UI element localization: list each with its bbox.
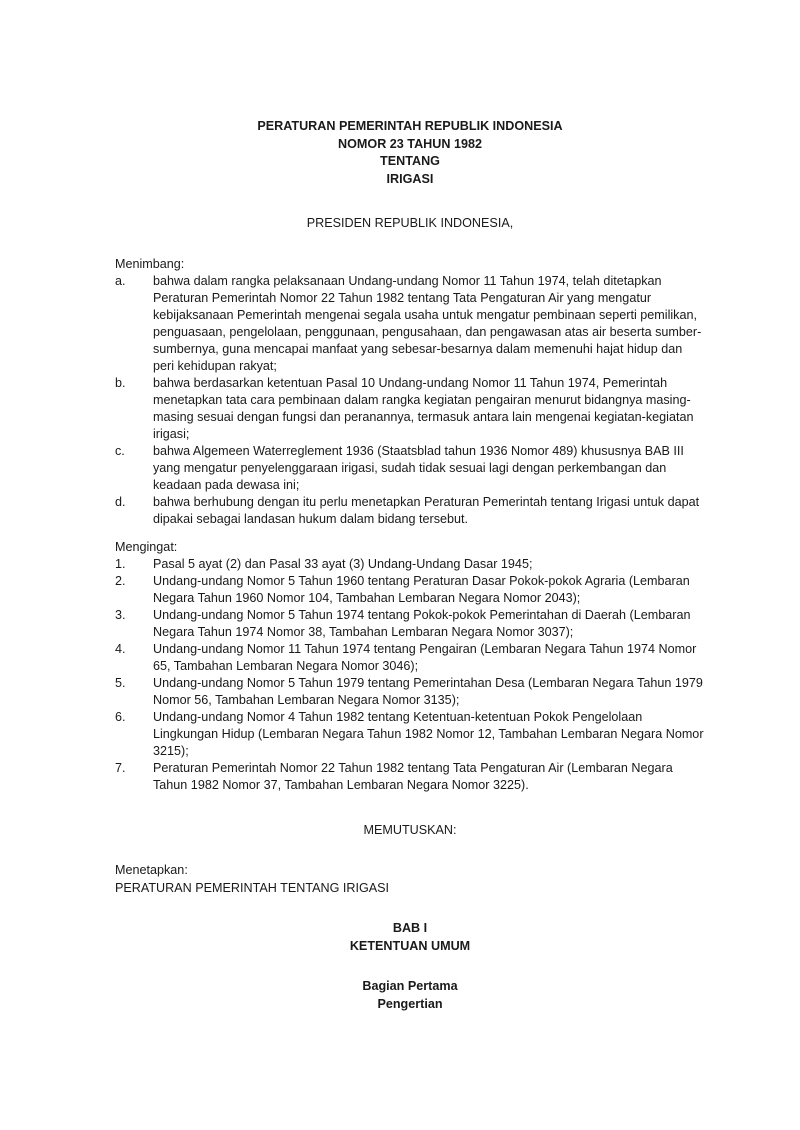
mengingat-item	[115, 709, 705, 760]
section-number: Bagian Pertama	[362, 979, 458, 993]
list-item-text: bahwa berhubung dengan itu perlu menetapkan Peraturan Pemerintah tentang Irigasi untuk dapat dipakai sebagai landasan hukum dalam bidang tersebut.	[153, 495, 700, 526]
list-item-text: Pasal 5 ayat (2) dan Pasal 33 ayat (3) Undang-Undang Dasar 1945;	[153, 557, 533, 571]
memutuskan-heading: MEMUTUSKAN:	[363, 823, 457, 837]
mengingat-item	[115, 573, 705, 607]
menetapkan-label: Menetapkan:	[115, 863, 188, 877]
president-heading: PRESIDEN REPUBLIK INDONESIA,	[306, 216, 514, 230]
mengingat-item	[115, 675, 705, 709]
mengingat-item	[115, 607, 705, 641]
list-marker: c.	[115, 444, 125, 458]
menimbang-item	[115, 443, 705, 494]
document-title-line2: NOMOR 23 TAHUN 1982	[338, 137, 482, 151]
list-item-text: Undang-undang Nomor 4 Tahun 1982 tentang Ketentuan-ketentuan Pokok Pengelolaan Lingkungan Hidup (Lembaran Negara Tahun 1982 Nomor 12, Tambahan Lembaran Negara Nomor 3215);	[153, 710, 704, 758]
mengingat-item	[115, 641, 705, 675]
section-title: Pengertian	[377, 997, 443, 1011]
list-item-text: bahwa dalam rangka pelaksanaan Undang-undang Nomor 11 Tahun 1974, telah ditetapkan Peraturan Pemerintah Nomor 22 Tahun 1982 tentang Tata Pengaturan Air yang mengatur kebijaksanaan Pemerintah mengenai segala usaha untuk mengatur pembinaan seperti pemilikan, penguasaan, pengelolaan, penggunaan, pengusahaan, dan pengawasan atas air beserta sumber-sumbernya, guna mencapai manfaat yang sebesar-besarnya dalam memenuhi hajat hidup dan peri kehidupan rakyat;	[153, 274, 702, 373]
list-item-text: bahwa berdasarkan ketentuan Pasal 10 Undang-undang Nomor 11 Tahun 1974, Pemerintah menetapkan tata cara pembinaan dalam rangka kegiatan pengairan menurut bidangnya masing-masing sesuai dengan fungsi dan peranannya, termasuk antara lain mengenai kegiatan-kegiatan irigasi;	[153, 376, 694, 441]
mengingat-list	[115, 556, 705, 794]
list-item-text: Undang-undang Nomor 11 Tahun 1974 tentang Pengairan (Lembaran Negara Tahun 1974 Nomor 65, Tambahan Lembaran Negara Nomor 3046);	[153, 642, 697, 673]
menimbang-item	[115, 375, 705, 443]
list-marker: 4.	[115, 642, 126, 656]
menimbang-label: Menimbang:	[115, 257, 185, 271]
chapter-number: BAB I	[392, 921, 428, 935]
list-marker: 1.	[115, 557, 126, 571]
document-title-line4: IRIGASI	[386, 172, 434, 186]
list-marker: 5.	[115, 676, 126, 690]
list-item-text: Peraturan Pemerintah Nomor 22 Tahun 1982 tentang Tata Pengaturan Air (Lembaran Negara Tahun 1982 Nomor 37, Tambahan Lembaran Negara Nomor 3225).	[153, 761, 673, 792]
list-marker: 3.	[115, 608, 126, 622]
menetapkan-text: PERATURAN PEMERINTAH TENTANG IRIGASI	[115, 881, 390, 895]
list-item-text: Undang-undang Nomor 5 Tahun 1979 tentang Pemerintahan Desa (Lembaran Negara Tahun 1979 Nomor 56, Tambahan Lembaran Negara Nomor 3135);	[153, 676, 703, 707]
mengingat-item	[115, 760, 705, 794]
list-marker: 6.	[115, 710, 126, 724]
document-title-line1: PERATURAN PEMERINTAH REPUBLIK INDONESIA	[257, 119, 563, 133]
menimbang-item	[115, 273, 705, 375]
menimbang-list	[115, 273, 705, 528]
list-item-text: Undang-undang Nomor 5 Tahun 1960 tentang Peraturan Dasar Pokok-pokok Agraria (Lembaran Negara Tahun 1960 Nomor 104, Tambahan Lembaran Negara Nomor 2043);	[153, 574, 690, 605]
mengingat-item	[115, 556, 705, 573]
list-marker: 2.	[115, 574, 126, 588]
chapter-title: KETENTUAN UMUM	[349, 939, 471, 953]
mengingat-label: Mengingat:	[115, 540, 178, 554]
document-title-line3: TENTANG	[380, 154, 440, 168]
list-item-text: bahwa Algemeen Waterreglement 1936 (Staatsblad tahun 1936 Nomor 489) khususnya BAB III yang mengatur penyelenggaraan irigasi, sudah tidak sesuai lagi dengan perkembangan dan keadaan pada dewasa ini;	[153, 444, 684, 492]
list-marker: a.	[115, 274, 126, 288]
menimbang-item	[115, 494, 705, 528]
list-marker: b.	[115, 376, 126, 390]
list-marker: d.	[115, 495, 126, 509]
list-marker: 7.	[115, 761, 126, 775]
list-item-text: Undang-undang Nomor 5 Tahun 1974 tentang Pokok-pokok Pemerintahan di Daerah (Lembaran Negara Tahun 1974 Nomor 38, Tambahan Lembaran Negara Nomor 3037);	[153, 608, 691, 639]
